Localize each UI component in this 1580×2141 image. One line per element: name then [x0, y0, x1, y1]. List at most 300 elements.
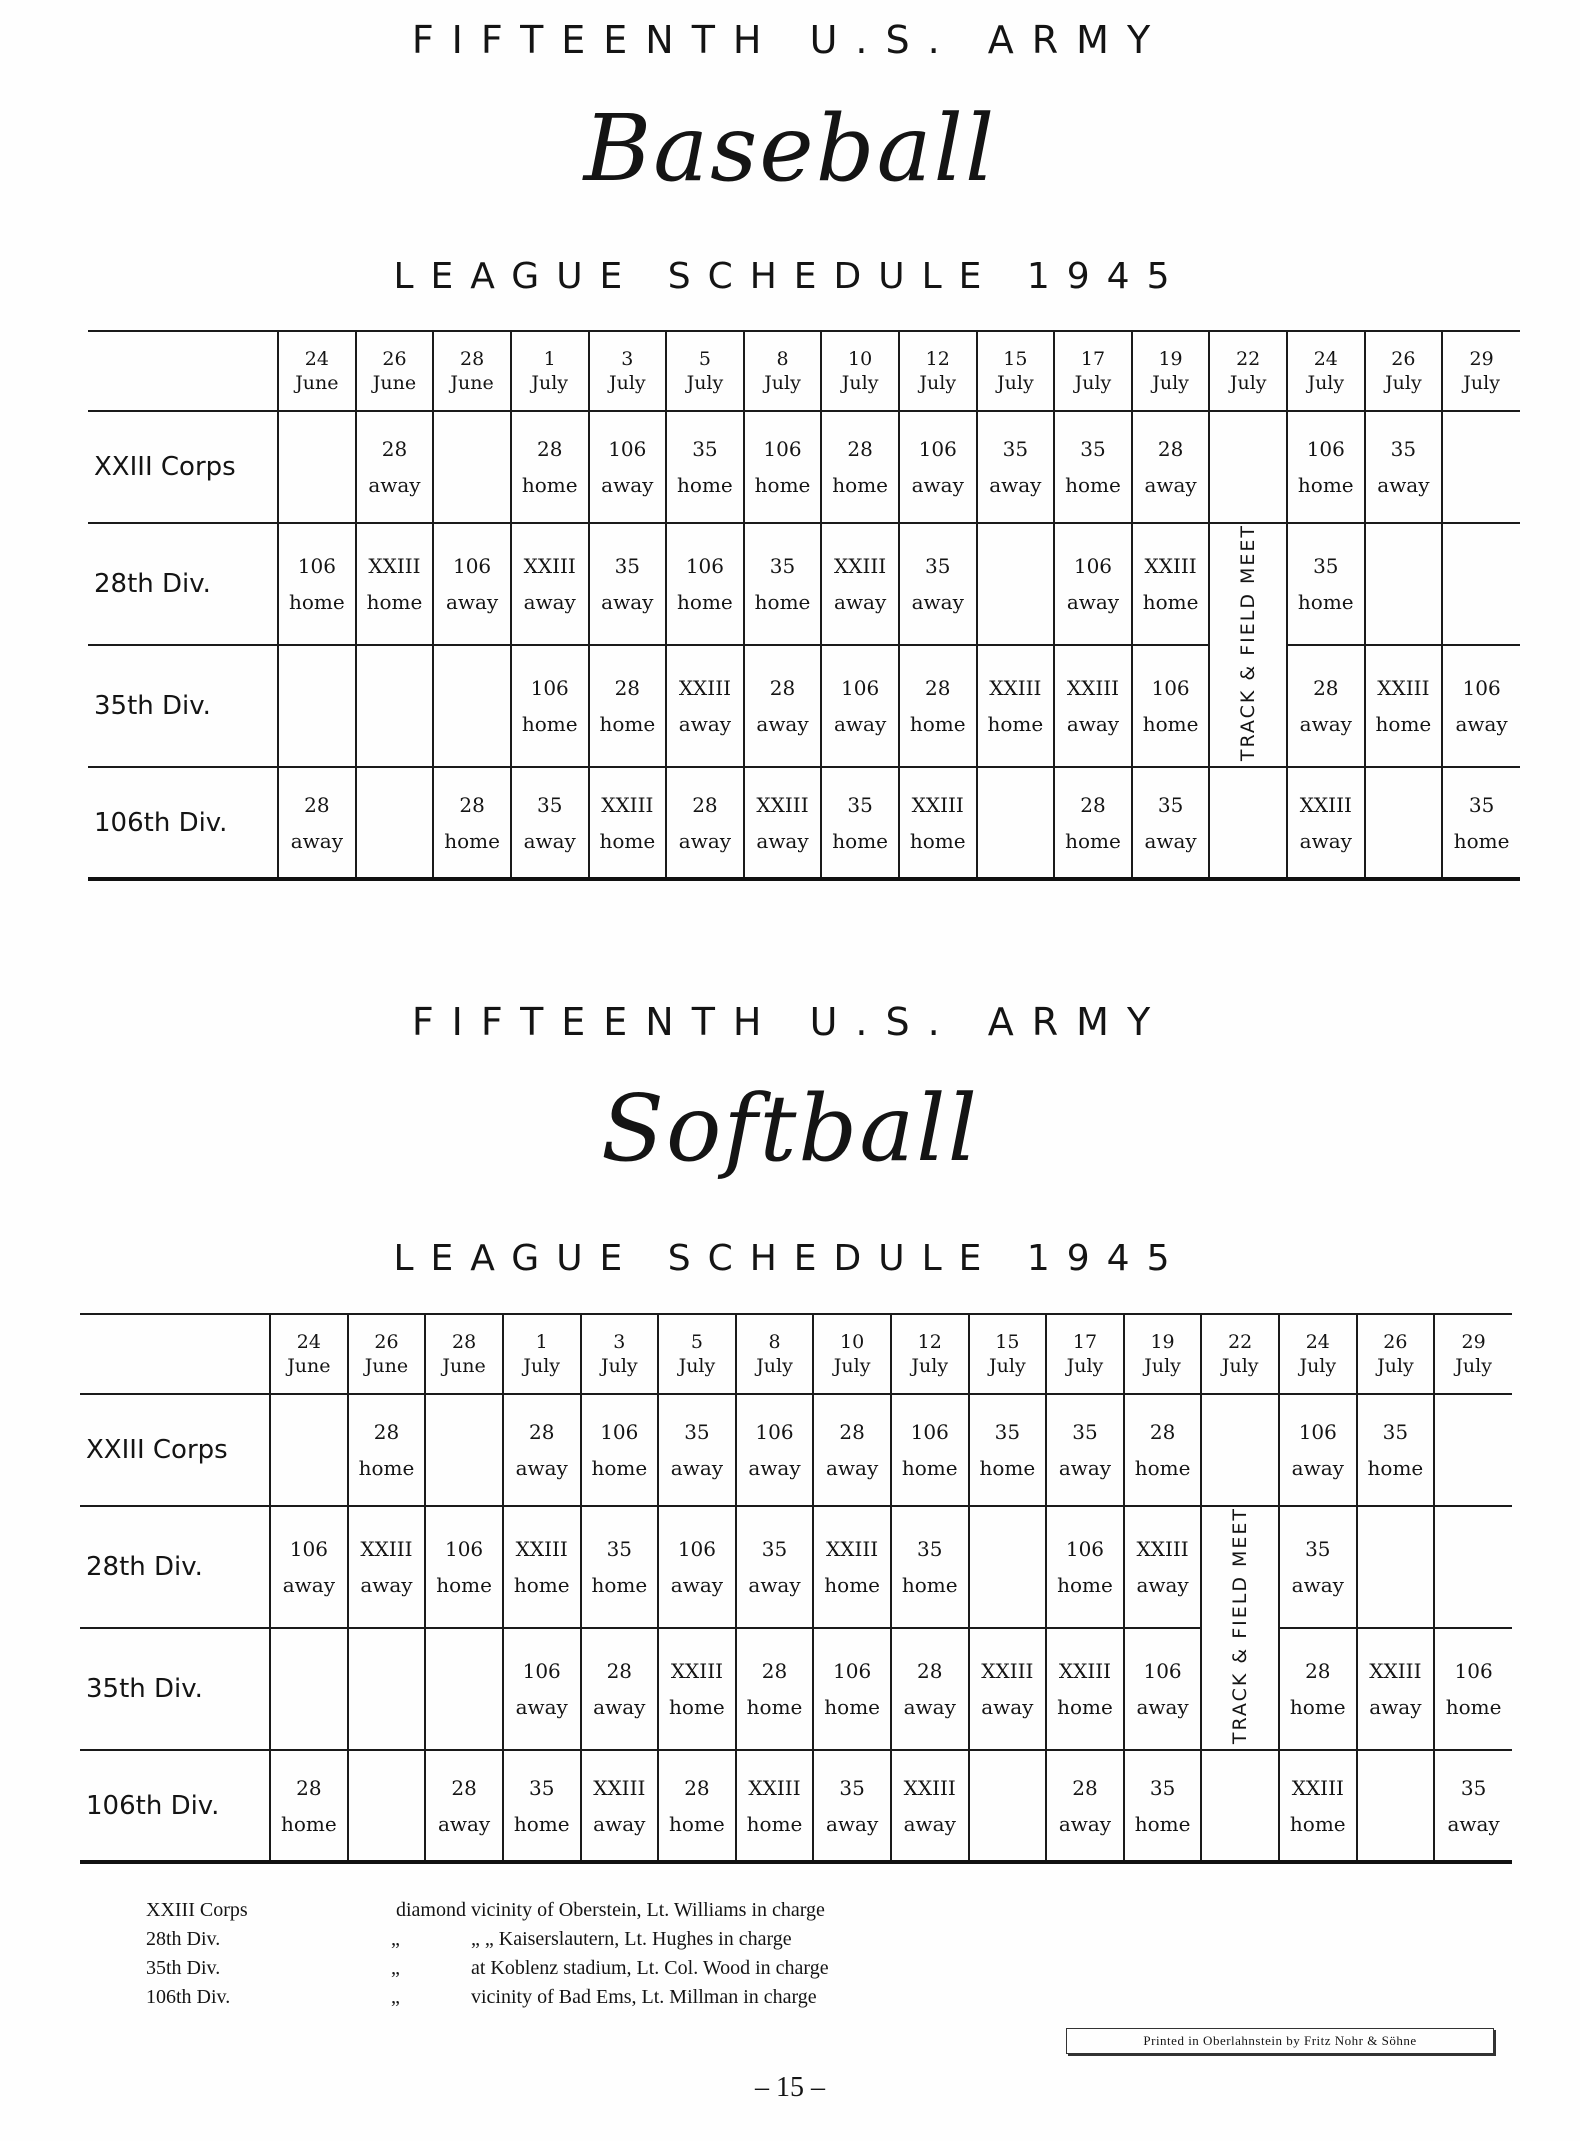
date-month: July	[997, 372, 1034, 394]
date-month: June	[450, 372, 494, 394]
empty-cell	[433, 411, 511, 523]
team-row	[88, 523, 1520, 645]
printer-imprint: Printed in Oberlahnstein by Fritz Nohr & Söhne	[1066, 2028, 1494, 2054]
home-away: away	[826, 1456, 879, 1480]
date-month: July	[1385, 372, 1422, 394]
field-locations-notes	[146, 1896, 829, 2012]
date-day: 10	[848, 348, 873, 370]
empty-cell	[969, 1750, 1047, 1862]
empty-cell	[278, 645, 356, 767]
home-away: home	[824, 1695, 880, 1720]
game-cell	[899, 645, 977, 767]
location-note	[146, 1983, 829, 2012]
home-away: home	[1297, 590, 1354, 615]
game-cell	[891, 1628, 969, 1750]
opponent: 35	[1460, 1775, 1487, 1800]
game-cell	[891, 1506, 969, 1628]
date-day: 29	[1461, 1331, 1486, 1353]
home-away: away	[601, 473, 654, 497]
game-cell	[666, 645, 744, 767]
date-day: 15	[995, 1331, 1020, 1353]
game-cell	[1124, 1750, 1202, 1862]
home-away: away	[515, 1695, 568, 1720]
date-header	[581, 1314, 659, 1394]
date-day: 12	[917, 1331, 942, 1353]
opponent: 35	[925, 554, 951, 579]
date-header	[977, 331, 1055, 411]
game-cell	[1442, 767, 1520, 879]
game-cell	[1434, 1750, 1512, 1862]
date-day: 15	[1003, 348, 1028, 370]
game-cell	[658, 1394, 736, 1506]
date-day: 8	[776, 348, 789, 370]
opponent: XXIII	[360, 1537, 413, 1562]
empty-cell	[425, 1394, 503, 1506]
game-cell	[1054, 645, 1132, 767]
date-day: 24	[1313, 348, 1338, 370]
date-month: July	[764, 372, 801, 394]
game-cell	[581, 1394, 659, 1506]
opponent: 28	[304, 792, 330, 817]
date-month: July	[841, 372, 879, 394]
note-ditto: „	[391, 1986, 400, 2008]
home-away: home	[366, 590, 423, 615]
home-away: away	[593, 1695, 646, 1720]
home-away: away	[1455, 712, 1508, 737]
date-month: July	[911, 1355, 949, 1377]
date-month: July	[523, 1355, 561, 1377]
home-away: away	[1066, 712, 1120, 737]
home-away: away	[756, 712, 809, 737]
date-month: July	[1229, 372, 1267, 394]
empty-cell	[969, 1506, 1047, 1628]
game-cell	[1365, 645, 1443, 767]
game-cell	[511, 411, 589, 523]
game-cell	[813, 1750, 891, 1862]
game-cell	[1124, 1628, 1202, 1750]
opponent: 35	[614, 554, 641, 579]
game-cell	[969, 1394, 1047, 1506]
date-day: 19	[1150, 1331, 1175, 1353]
opponent: 35	[1149, 1775, 1176, 1800]
date-day: 17	[1072, 1331, 1098, 1353]
opponent: XXIII	[756, 792, 809, 817]
game-cell	[1046, 1750, 1124, 1862]
game-cell	[348, 1506, 426, 1628]
note-text: vicinity of Bad Ems, Lt. Millman in charge	[471, 1986, 817, 2008]
team-row	[80, 1628, 1512, 1750]
team-name: 28th Div.	[80, 1506, 270, 1628]
game-cell	[977, 411, 1055, 523]
team-row	[80, 1750, 1512, 1862]
home-away: away	[282, 1573, 335, 1598]
opponent: 28	[381, 437, 408, 461]
game-cell	[1279, 1506, 1357, 1628]
date-month: July	[1144, 1355, 1181, 1377]
empty-cell	[270, 1628, 348, 1750]
date-header	[433, 331, 511, 411]
opponent: XXIII	[523, 554, 576, 579]
game-cell	[503, 1750, 581, 1862]
opponent: 35	[684, 1420, 710, 1444]
date-day: 26	[1383, 1331, 1408, 1353]
home-away: away	[748, 1573, 801, 1598]
home-away: home	[591, 1573, 648, 1598]
home-away: home	[979, 1456, 1036, 1480]
opponent: 106	[677, 1537, 716, 1562]
date-month: June	[364, 1355, 409, 1377]
date-day: 26	[374, 1331, 399, 1353]
opponent: XXIII	[748, 1775, 801, 1800]
home-away: home	[669, 1811, 725, 1836]
game-cell	[658, 1628, 736, 1750]
date-day: 28	[459, 348, 485, 370]
home-away: away	[826, 1811, 879, 1836]
home-away: home	[987, 712, 1044, 737]
home-away: home	[754, 590, 811, 615]
date-header	[1046, 1314, 1124, 1394]
opponent: 106	[841, 676, 880, 701]
home-away: away	[523, 590, 576, 615]
empty-cell	[1357, 1750, 1435, 1862]
game-cell	[666, 523, 744, 645]
opponent: XXIII	[1369, 1659, 1422, 1684]
date-month: July	[1455, 1355, 1492, 1377]
date-header	[348, 1314, 426, 1394]
date-day: 5	[698, 348, 711, 370]
game-cell	[1365, 411, 1443, 523]
opponent: 106	[1306, 437, 1345, 461]
game-cell	[821, 523, 899, 645]
opponent: 35	[1157, 792, 1184, 817]
date-header	[1442, 331, 1520, 411]
home-away: home	[1057, 1573, 1113, 1598]
team-name: 35th Div.	[88, 645, 278, 767]
team-row	[80, 1394, 1512, 1506]
game-cell	[581, 1750, 659, 1862]
game-cell	[969, 1628, 1047, 1750]
note-ditto: „	[391, 1928, 400, 1950]
game-cell	[1357, 1394, 1435, 1506]
date-day: 17	[1080, 348, 1106, 370]
game-cell	[821, 767, 899, 879]
home-away: home	[754, 473, 811, 497]
opponent: 28	[684, 1775, 710, 1800]
home-away: home	[901, 1573, 958, 1598]
home-away: away	[1377, 473, 1430, 497]
game-cell	[891, 1750, 969, 1862]
page-number: – 15 –	[755, 2072, 825, 2103]
empty-cell	[278, 411, 356, 523]
empty-cell	[348, 1628, 426, 1750]
empty-cell	[1442, 523, 1520, 645]
date-day: 3	[621, 348, 634, 370]
team-row	[88, 767, 1520, 879]
opponent: 35	[1468, 792, 1495, 817]
game-cell	[278, 767, 356, 879]
opponent: 106	[608, 437, 647, 461]
empty-cell	[1434, 1394, 1512, 1506]
date-day: 3	[613, 1331, 626, 1353]
game-cell	[348, 1394, 426, 1506]
game-cell	[1046, 1394, 1124, 1506]
team-row	[88, 645, 1520, 767]
opponent: 106	[1065, 1537, 1105, 1562]
game-cell	[581, 1506, 659, 1628]
home-away: home	[521, 473, 578, 497]
home-away: away	[678, 712, 732, 737]
game-cell	[1132, 523, 1210, 645]
date-day: 22	[1236, 348, 1261, 370]
opponent: 28	[1149, 1420, 1176, 1444]
home-away: away	[903, 1695, 956, 1720]
home-away: away	[1299, 712, 1352, 737]
date-day: 24	[304, 348, 329, 370]
note-ditto: „	[391, 1957, 400, 1979]
opponent: 106	[297, 554, 336, 579]
date-month: July	[1074, 372, 1112, 394]
game-cell	[666, 411, 744, 523]
home-away: away	[1369, 1695, 1422, 1720]
baseball-army-title: FIFTEENTH U.S. ARMY	[411, 18, 1169, 62]
game-cell	[813, 1394, 891, 1506]
opponent: XXIII	[1136, 1537, 1189, 1562]
game-cell	[589, 645, 667, 767]
opponent: 106	[600, 1420, 639, 1444]
game-cell	[425, 1750, 503, 1862]
home-away: away	[601, 590, 654, 615]
game-cell	[1054, 411, 1132, 523]
game-cell	[899, 767, 977, 879]
game-cell	[1442, 645, 1520, 767]
date-header	[503, 1314, 581, 1394]
home-away: home	[436, 1573, 492, 1598]
opponent: 28	[1305, 1659, 1331, 1684]
home-away: home	[1445, 1695, 1502, 1720]
opponent: 106	[685, 554, 724, 579]
game-cell	[744, 523, 822, 645]
opponent: 35	[769, 554, 796, 579]
date-month: July	[756, 1355, 793, 1377]
home-away: home	[832, 828, 888, 853]
opponent: 28	[761, 1659, 788, 1684]
opponent: 28	[692, 792, 718, 817]
opponent: 35	[1313, 554, 1339, 579]
home-away: away	[1066, 590, 1120, 615]
date-day: 19	[1158, 348, 1183, 370]
game-cell	[270, 1750, 348, 1862]
empty-cell	[977, 523, 1055, 645]
home-away: away	[1291, 1456, 1344, 1480]
date-month: July	[531, 372, 569, 394]
game-cell	[278, 523, 356, 645]
home-away: away	[437, 1811, 491, 1836]
date-month: June	[287, 1355, 331, 1377]
home-away: home	[677, 473, 733, 497]
game-cell	[736, 1506, 814, 1628]
opponent: 35	[847, 792, 873, 817]
note-ditto: diamond	[396, 1899, 466, 1921]
home-away: home	[909, 828, 966, 853]
home-away: away	[834, 590, 887, 615]
date-header	[736, 1314, 814, 1394]
home-away: away	[1291, 1573, 1344, 1598]
opponent: 35	[606, 1537, 633, 1562]
opponent: 28	[925, 676, 951, 701]
home-away: home	[281, 1811, 337, 1836]
date-month: July	[1463, 372, 1500, 394]
home-away: home	[1453, 828, 1510, 853]
opponent: 35	[839, 1775, 865, 1800]
home-away: away	[1144, 473, 1197, 497]
home-away: home	[1065, 828, 1121, 853]
opponent: 35	[917, 1537, 943, 1562]
date-month: July	[686, 372, 724, 394]
home-away: away	[678, 828, 732, 853]
home-away: away	[360, 1573, 413, 1598]
date-header	[425, 1314, 503, 1394]
game-cell	[503, 1628, 581, 1750]
opponent: 35	[1382, 1420, 1409, 1444]
empty-cell	[1365, 523, 1443, 645]
date-month: July	[919, 372, 957, 394]
game-cell	[1132, 767, 1210, 879]
opponent: 28	[1080, 792, 1106, 817]
opponent: XXIII	[911, 792, 964, 817]
date-header	[1287, 331, 1365, 411]
note-team: 106th Div.	[146, 1986, 231, 2008]
game-cell	[433, 523, 511, 645]
game-cell	[1124, 1506, 1202, 1628]
empty-cell	[1357, 1506, 1435, 1628]
home-away: away	[911, 473, 964, 497]
game-cell	[658, 1506, 736, 1628]
softball-sport-title: Softball	[600, 1075, 980, 1182]
home-away: home	[746, 1695, 803, 1720]
date-header	[589, 331, 667, 411]
note-text: at Koblenz stadium, Lt. Col. Wood in charge	[471, 1957, 829, 1979]
game-cell	[433, 767, 511, 879]
home-away: away	[1144, 828, 1197, 853]
opponent: 106	[452, 554, 492, 579]
home-away: away	[593, 1811, 646, 1836]
opponent: 28	[1313, 676, 1339, 701]
game-cell	[736, 1628, 814, 1750]
game-cell	[589, 523, 667, 645]
home-away: home	[513, 1811, 570, 1836]
empty-cell	[425, 1628, 503, 1750]
team-row	[80, 1506, 1512, 1628]
home-away: away	[368, 473, 421, 497]
date-header	[899, 331, 977, 411]
opponent: XXIII	[593, 1775, 646, 1800]
softball-schedule-table	[80, 1313, 1512, 1864]
date-day: 24	[1305, 1331, 1330, 1353]
date-day: 28	[451, 1331, 477, 1353]
game-cell	[1054, 523, 1132, 645]
date-month: July	[600, 1355, 638, 1377]
game-cell	[1287, 767, 1365, 879]
date-day: 24	[296, 1331, 321, 1353]
opponent: 106	[1151, 676, 1190, 701]
date-day: 10	[840, 1331, 865, 1353]
home-away: home	[832, 473, 888, 497]
home-away: home	[1289, 1811, 1346, 1836]
softball-army-title: FIFTEENTH U.S. ARMY	[411, 1000, 1169, 1044]
home-away: away	[989, 473, 1042, 497]
softball-league-title: LEAGUE SCHEDULE 1945	[393, 1238, 1187, 1279]
date-header	[1434, 1314, 1512, 1394]
opponent: 28	[373, 1420, 400, 1444]
home-away: home	[444, 828, 500, 853]
location-note	[146, 1954, 829, 1983]
opponent: 106	[763, 437, 802, 461]
game-cell	[511, 523, 589, 645]
opponent: 28	[606, 1659, 633, 1684]
date-header	[813, 1314, 891, 1394]
opponent: 28	[528, 1420, 555, 1444]
home-away: home	[513, 1573, 570, 1598]
game-cell	[425, 1506, 503, 1628]
opponent: XXIII	[1066, 676, 1120, 701]
opponent: 35	[528, 1775, 555, 1800]
home-away: home	[1065, 473, 1121, 497]
opponent: XXIII	[1299, 792, 1352, 817]
home-away: away	[445, 590, 499, 615]
empty-cell	[1209, 767, 1287, 879]
opponent: 35	[692, 437, 718, 461]
date-header	[1209, 331, 1287, 411]
date-month: June	[295, 372, 339, 394]
date-day: 26	[1391, 348, 1416, 370]
opponent: 35	[536, 792, 563, 817]
opponent: 28	[459, 792, 485, 817]
game-cell	[1046, 1506, 1124, 1628]
home-away: home	[599, 712, 656, 737]
date-header	[511, 331, 589, 411]
opponent: XXIII	[1058, 1659, 1112, 1684]
date-header	[891, 1314, 969, 1394]
home-away: home	[521, 712, 578, 737]
game-cell	[1357, 1628, 1435, 1750]
team-name: 35th Div.	[80, 1628, 270, 1750]
home-away: away	[670, 1456, 724, 1480]
team-name: 106th Div.	[80, 1750, 270, 1862]
corner-cell	[80, 1314, 270, 1394]
note-text: „ „ Kaiserslautern, Lt. Hughes in charge	[471, 1928, 792, 1950]
opponent: 35	[1080, 437, 1106, 461]
empty-cell	[270, 1394, 348, 1506]
game-cell	[736, 1394, 814, 1506]
opponent: 28	[847, 437, 873, 461]
opponent: XXIII	[515, 1537, 568, 1562]
game-cell	[666, 767, 744, 879]
date-month: July	[1152, 372, 1189, 394]
game-cell	[503, 1506, 581, 1628]
baseball-sport-title: Baseball	[583, 95, 997, 202]
home-away: home	[1142, 590, 1199, 615]
game-cell	[581, 1628, 659, 1750]
game-cell	[1434, 1628, 1512, 1750]
game-cell	[821, 411, 899, 523]
game-cell	[658, 1750, 736, 1862]
date-month: July	[989, 1355, 1026, 1377]
note-text: vicinity of Oberstein, Lt. Williams in charge	[471, 1899, 825, 1921]
empty-cell	[977, 767, 1055, 879]
opponent: 35	[761, 1537, 788, 1562]
opponent: 28	[614, 676, 641, 701]
home-away: away	[670, 1573, 724, 1598]
